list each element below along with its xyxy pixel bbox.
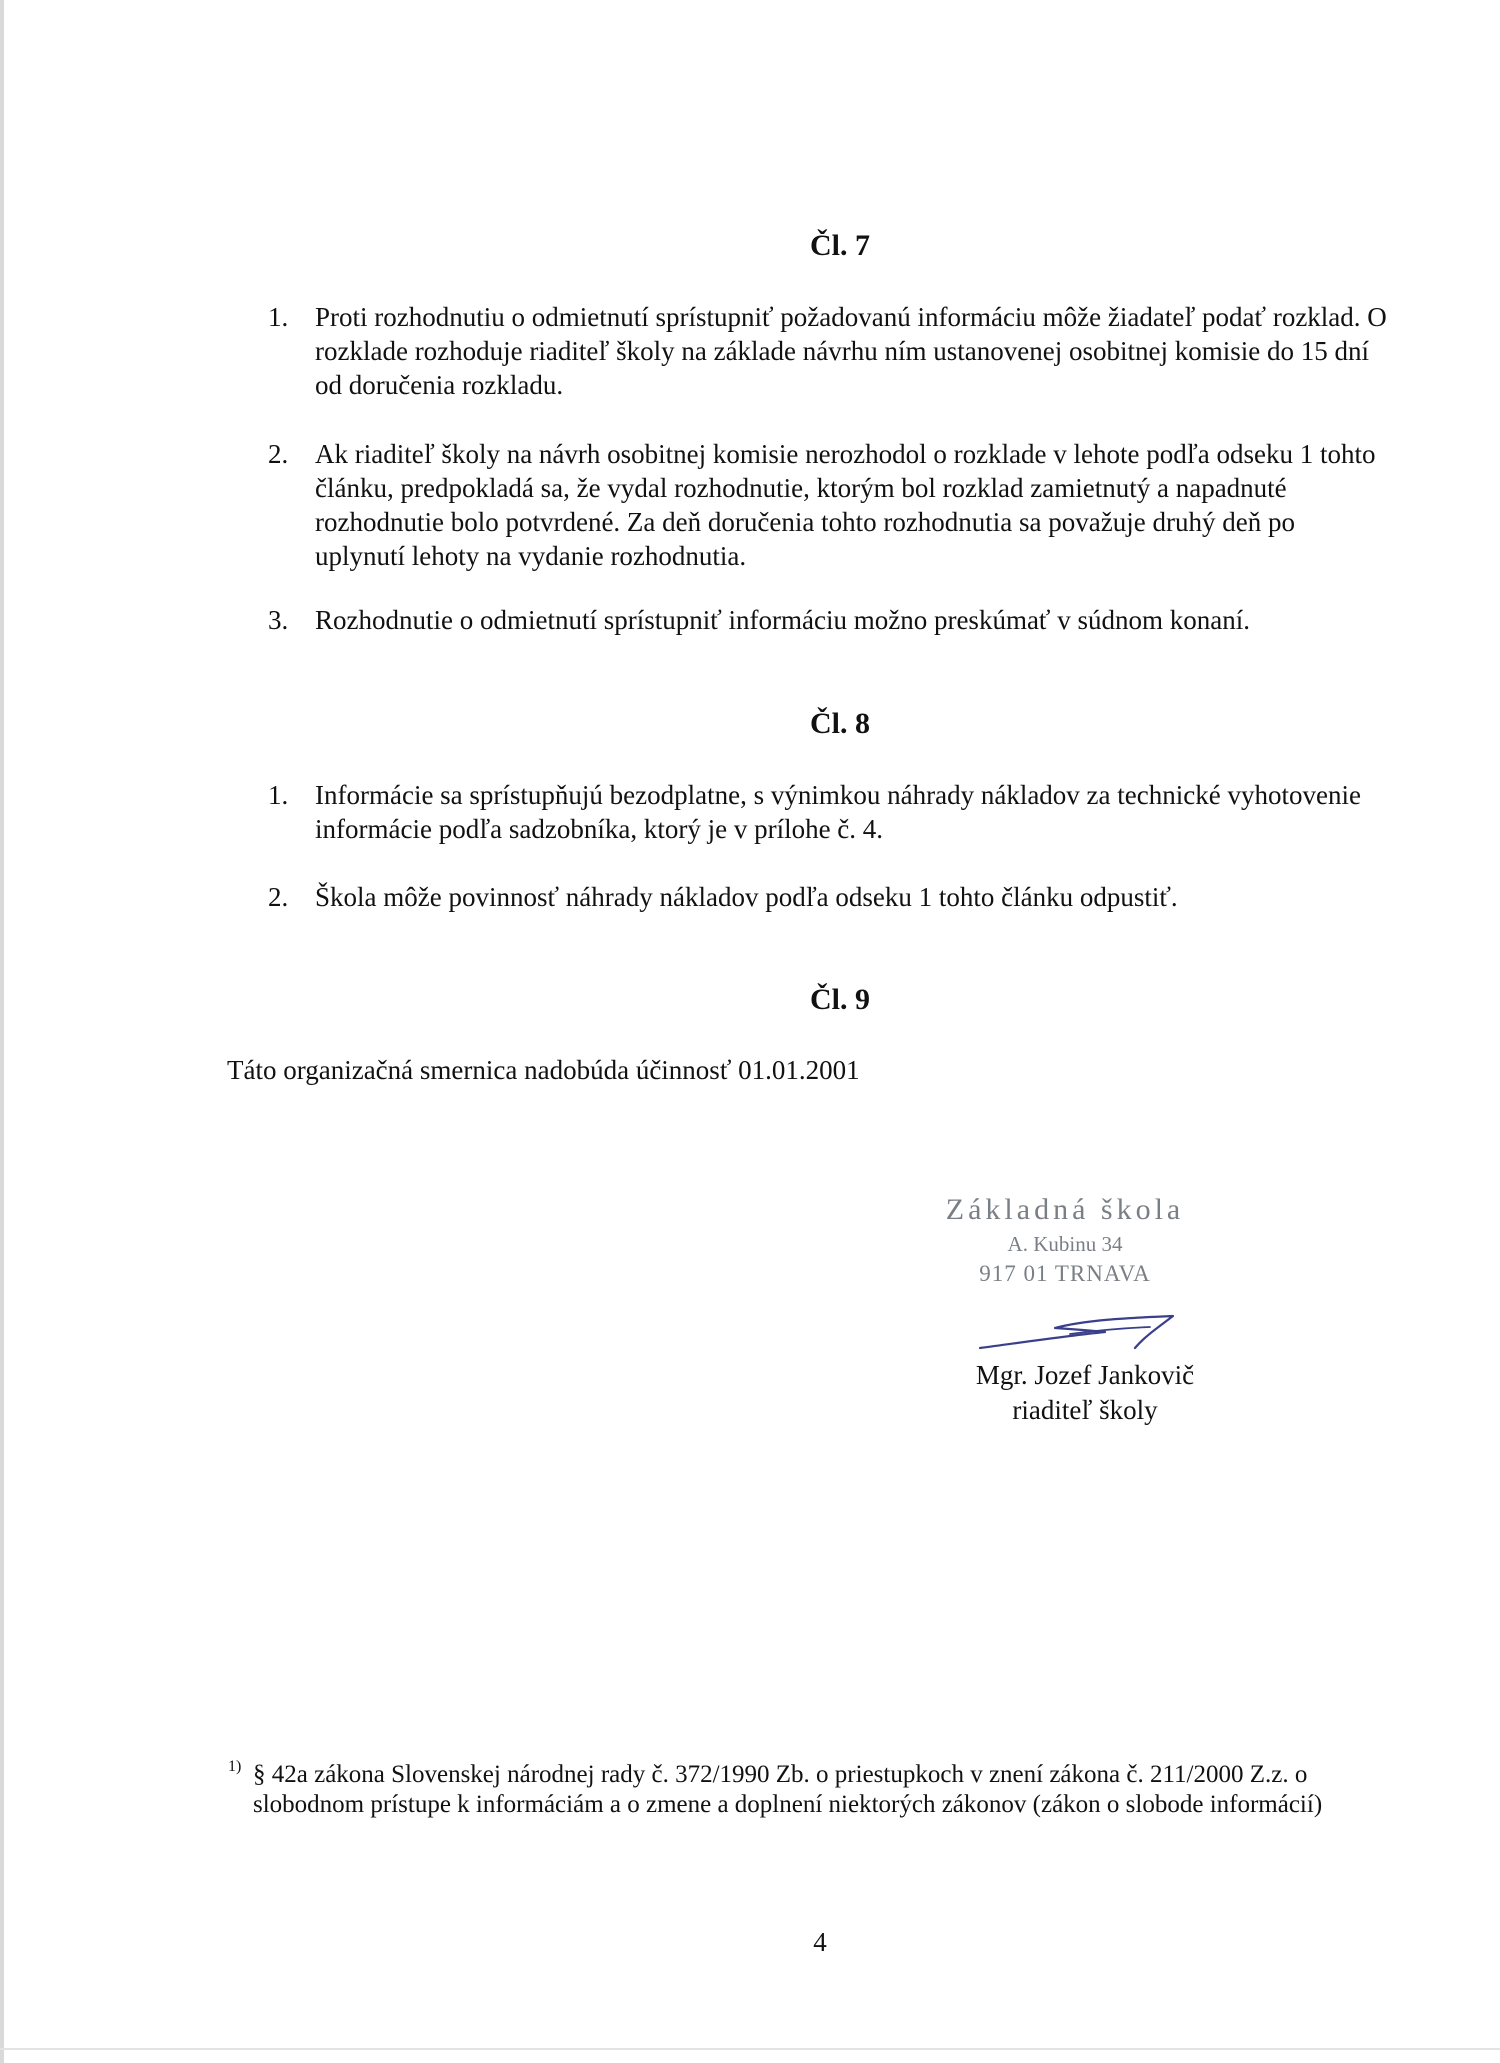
item-text: Proti rozhodnutiu o odmietnutí sprístupniť požadovanú informáciu môže žiadateľ podať rozklad. O rozklade rozhoduje riaditeľ školy na základe návrhu ním ustanovenej osobitnej komisie do 15 dní od doručenia rozkladu. [315, 302, 1387, 400]
section-heading-cl7: Čl. 7 [810, 229, 870, 262]
signer-block [930, 1358, 1240, 1428]
item-text: Rozhodnutie o odmietnutí sprístupniť informáciu možno preskúmať v súdnom konaní. [315, 605, 1250, 635]
cl7-item-3 [268, 603, 1388, 637]
page-number: 4 [813, 1927, 827, 1957]
stamp-street: A. Kubinu 34 [1007, 1232, 1123, 1256]
stamp-school-name: Základná škola [945, 1193, 1185, 1226]
item-text: Ak riaditeľ školy na návrh osobitnej komisie nerozhodol o rozklade v lehote podľa odseku 1 tohto článku, predpokladá sa, že vydal rozhodnutie, ktorým bol rozklad zamietnutý a napadnuté rozhodnutie bolo potvrdené. Za deň doručenia tohto rozhodnutia sa považuje druhý deň po uplynutí lehoty na vydanie rozhodnutia. [315, 439, 1376, 571]
item-number: 1. [268, 780, 289, 810]
item-text: Škola môže povinnosť náhrady nákladov podľa odseku 1 tohto článku odpustiť. [315, 882, 1178, 912]
footnote [228, 1760, 1398, 1820]
footnote-marker: 1) [228, 1758, 242, 1775]
cl7-item-1 [268, 300, 1388, 402]
stamp-city: 917 01 TRNAVA [979, 1261, 1151, 1286]
cl8-item-2 [268, 880, 1388, 914]
section-heading-cl8: Čl. 8 [810, 707, 870, 740]
item-number: 2. [268, 882, 289, 912]
footnote-text: § 42a zákona Slovenskej národnej rady č. 372/1990 Zb. o priestupkoch v znení zákona č. 211/2000 Z.z. o slobodnom prístupe k informáciám a o zmene a doplnení niektorých zákonov (zákon o slobode informácií) [253, 1761, 1323, 1818]
cl7-item-2 [268, 437, 1388, 573]
signer-name: Mgr. Jozef Jankovič [975, 1360, 1195, 1390]
signature-image [975, 1310, 1185, 1355]
item-text: Informácie sa sprístupňujú bezodplatne, s výnimkou náhrady nákladov za technické vyhotovenie informácie podľa sadzobníka, ktorý je v prílohe č. 4. [315, 780, 1361, 844]
school-stamp [930, 1190, 1200, 1290]
page-edge-left [0, 0, 4, 2063]
item-number: 3. [268, 605, 289, 635]
item-number: 2. [268, 439, 289, 469]
item-number: 1. [268, 302, 289, 332]
cl8-item-1 [268, 778, 1388, 846]
signer-role: riaditeľ školy [1012, 1395, 1158, 1425]
section-heading-cl9: Čl. 9 [810, 983, 870, 1016]
effective-date-text: Táto organizačná smernica nadobúda účinnosť 01.01.2001 [227, 1055, 860, 1085]
page-edge-bottom [0, 2048, 1500, 2050]
